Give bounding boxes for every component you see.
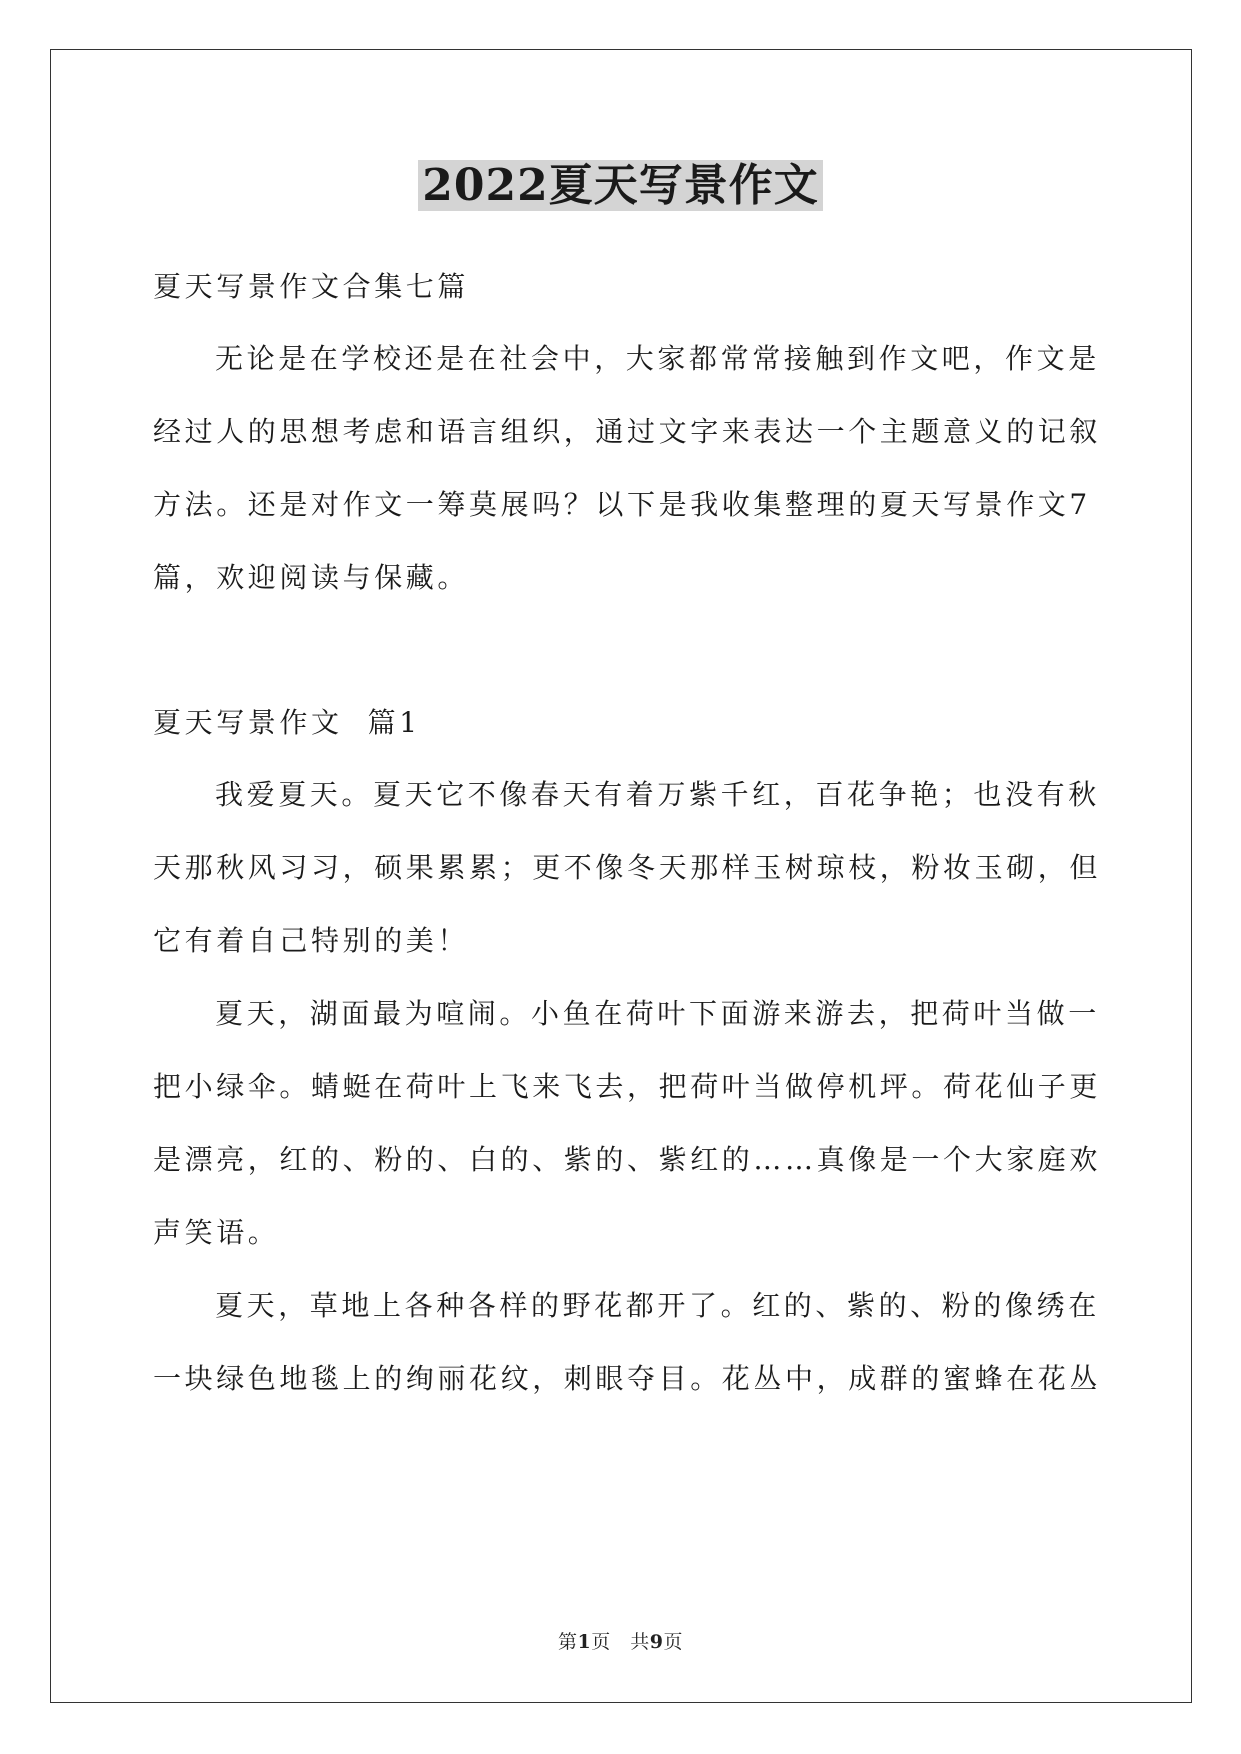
- paragraph-line: 夏天，草地上各种各样的野花都开了。红的、紫的、粉的像绣在: [215, 1289, 1100, 1322]
- document-subtitle: 夏天写景作文合集七篇: [153, 270, 470, 303]
- paragraph-line: 声笑语。: [153, 1216, 280, 1249]
- paragraph-line: 它有着自己特别的美！: [153, 924, 470, 957]
- paragraph-line: 一块绿色地毯上的绚丽花纹，刺眼夺目。花丛中，成群的蜜蜂在花丛: [153, 1362, 1102, 1395]
- paragraph-line: 我爱夏天。夏天它不像春天有着万紫千红，百花争艳；也没有秋: [215, 778, 1100, 811]
- paragraph-3: [153, 1279, 1102, 1406]
- page-suffix: 页: [663, 1631, 683, 1653]
- page-mid: 页 共: [591, 1631, 650, 1653]
- document-title-text: 2022夏天写景作文: [418, 160, 822, 211]
- paragraph-1: [153, 768, 1102, 968]
- intro-line: 篇，欢迎阅读与保藏。: [153, 561, 470, 594]
- page-footer: [0, 1630, 1241, 1654]
- paragraph-line: 把小绿伞。蜻蜓在荷叶上飞来飞去，把荷叶当做停机坪。荷花仙子更: [153, 1070, 1102, 1103]
- intro-line: 经过人的思想考虑和语言组织，通过文字来表达一个主题意义的记叙: [153, 415, 1102, 448]
- paragraph-line: 夏天，湖面最为喧闹。小鱼在荷叶下面游来游去，把荷叶当做一: [215, 997, 1100, 1030]
- section-heading: 夏天写景作文 篇1: [153, 706, 421, 739]
- intro-line: 无论是在学校还是在社会中，大家都常常接触到作文吧，作文是: [215, 342, 1100, 375]
- current-page-number: 1: [577, 1631, 592, 1653]
- page-prefix: 第: [557, 1631, 578, 1653]
- document-body: [153, 260, 1102, 1406]
- paragraph-line: 是漂亮，红的、粉的、白的、紫的、紫红的……真像是一个大家庭欢: [153, 1143, 1102, 1176]
- document-title: [0, 158, 1241, 214]
- paragraph-line: 天那秋风习习，硕果累累；更不像冬天那样玉树琼枝，粉妆玉砌，但: [153, 851, 1102, 884]
- intro-paragraph: [153, 332, 1102, 605]
- total-pages-number: 9: [649, 1631, 664, 1653]
- intro-line: 方法。还是对作文一筹莫展吗？以下是我收集整理的夏天写景作文7: [153, 488, 1091, 521]
- paragraph-2: [153, 987, 1102, 1260]
